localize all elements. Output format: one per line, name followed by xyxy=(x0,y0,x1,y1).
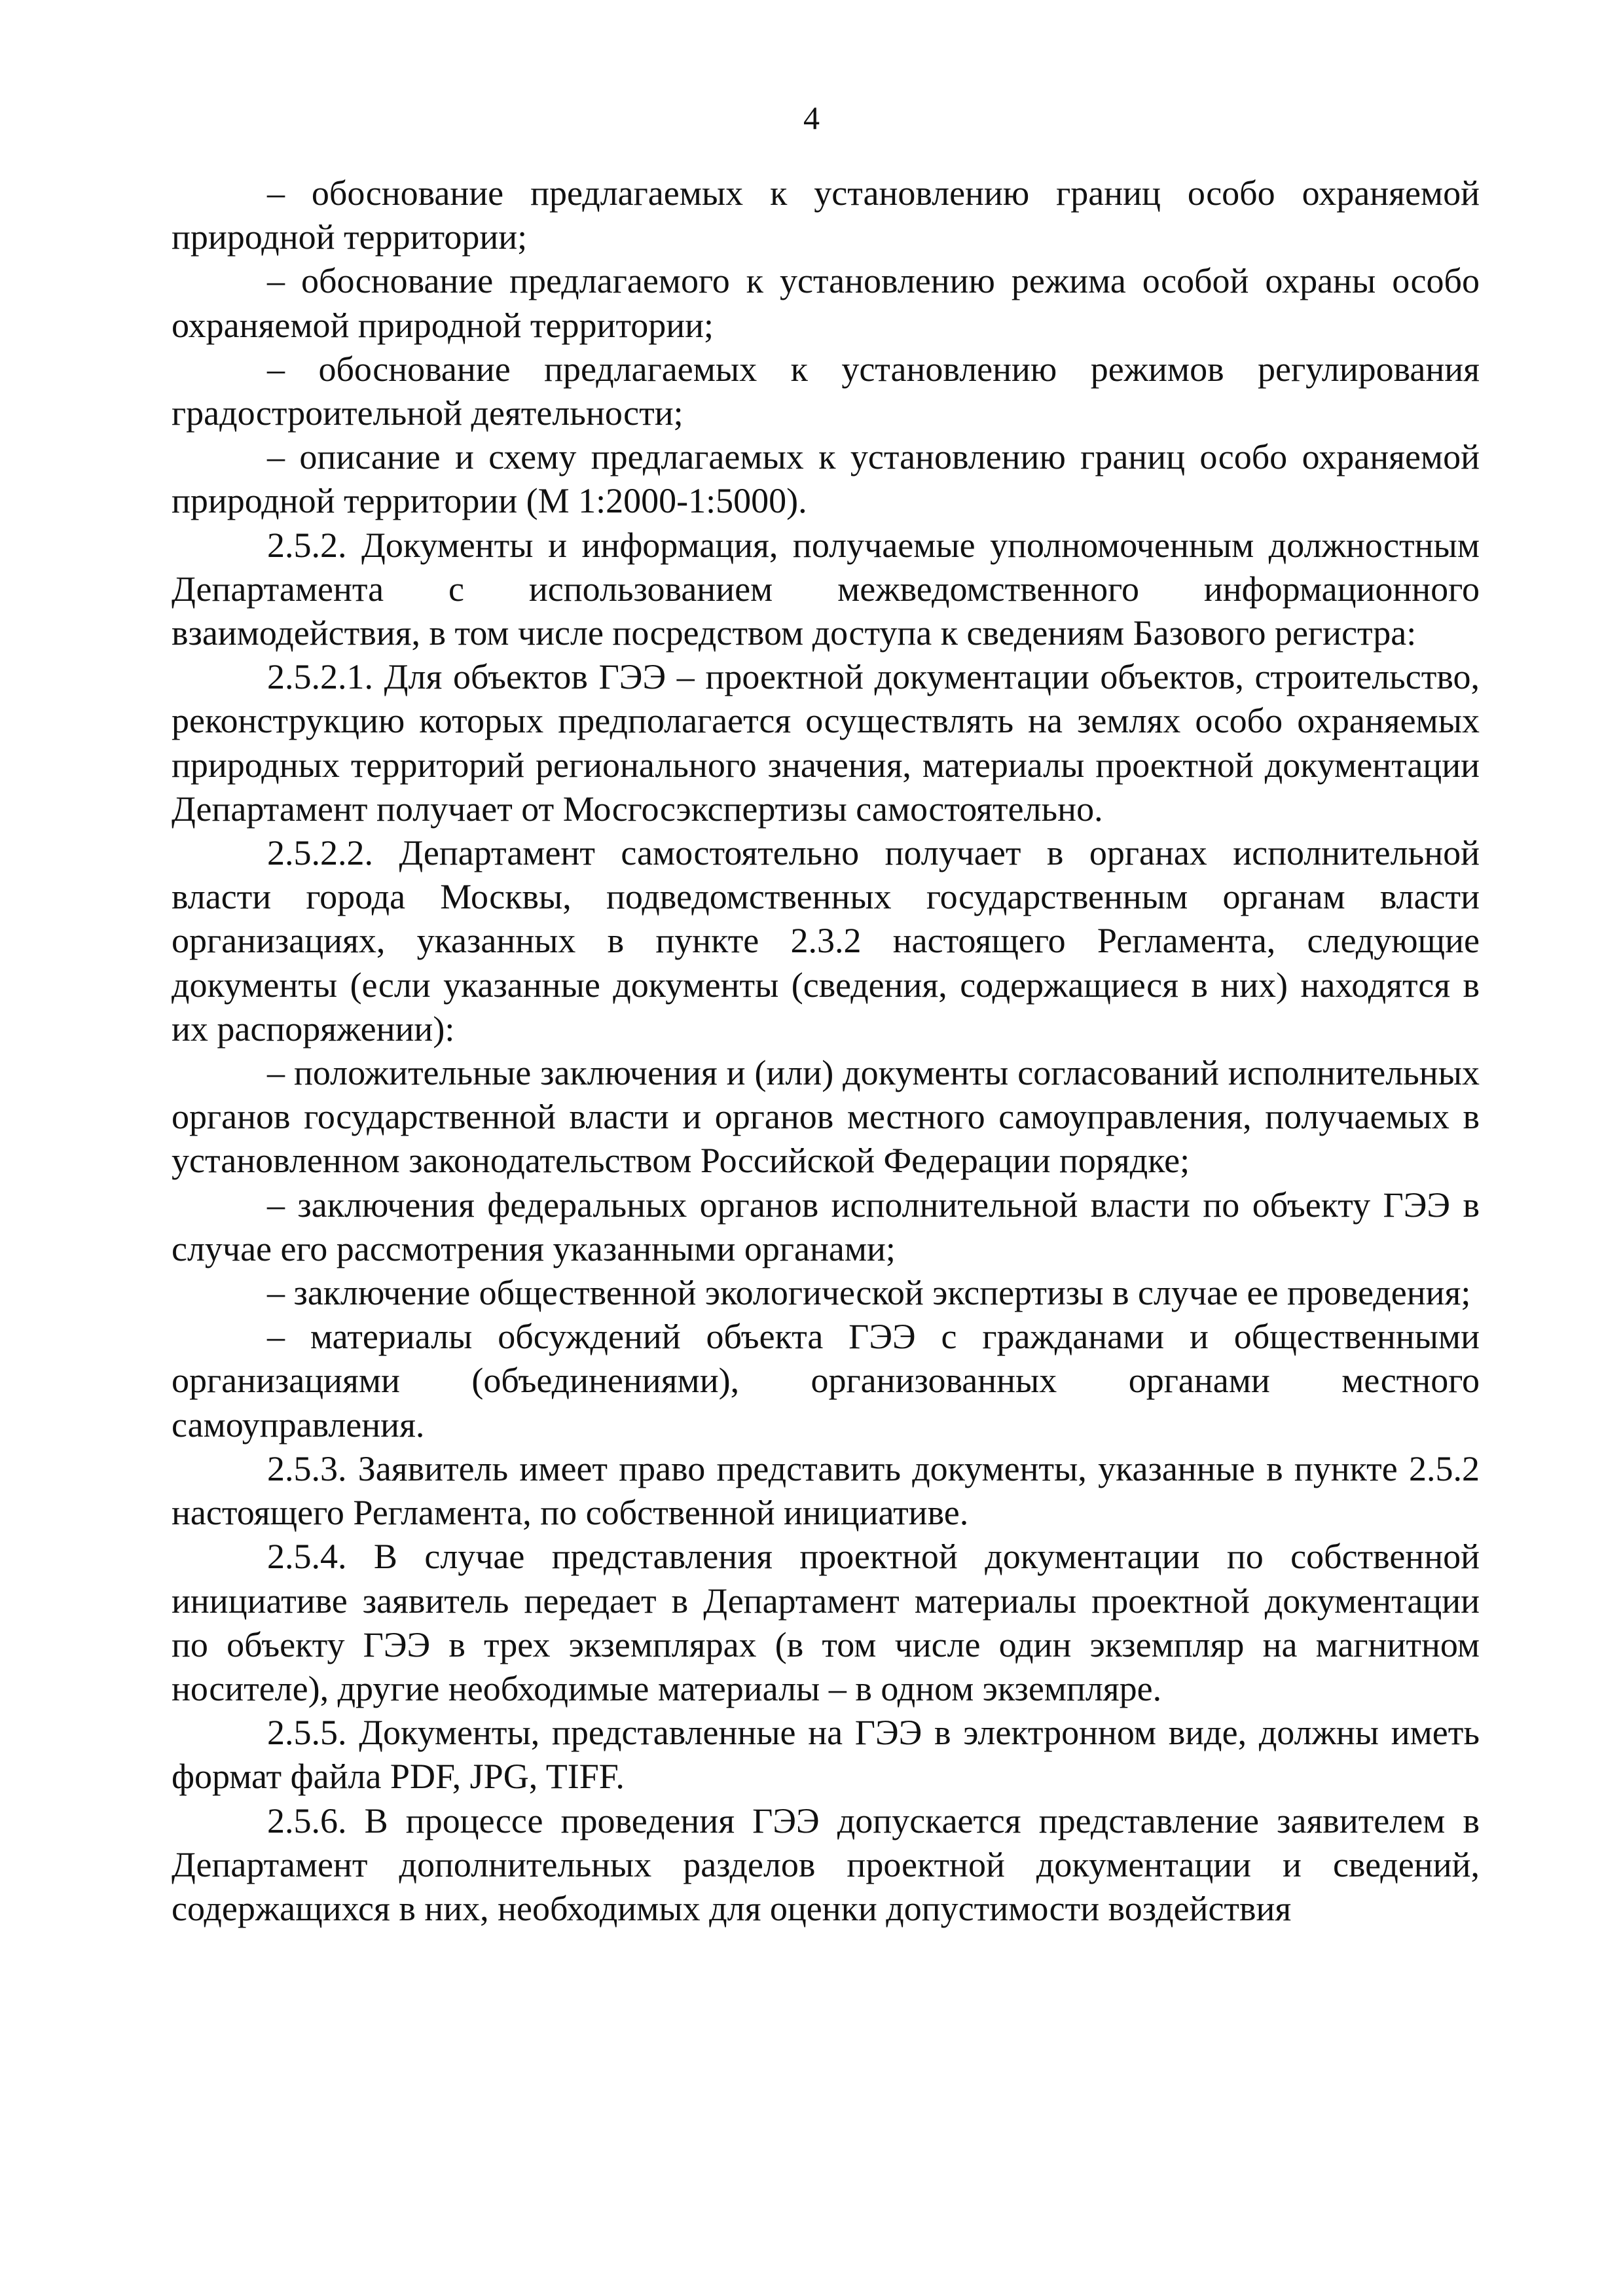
paragraph-bullet-federal-conclusions: – заключения федеральных органов исполнительной власти по объекту ГЭЭ в случае его рассмотрения указанными органами; xyxy=(172,1185,1480,1268)
paragraph-bullet-protection-regime: – обоснование предлагаемого к установлению режима особой охраны особо охраняемой природной территории; xyxy=(172,261,1480,345)
paragraph-2-5-3: 2.5.3. Заявитель имеет право представить документы, указанные в пункте 2.5.2 настоящего Регламента, по собственной инициативе. xyxy=(172,1448,1480,1533)
paragraph-2-5-6: 2.5.6. В процессе проведения ГЭЭ допускается представление заявителем в Департамент дополнительных разделов проектной документации и сведений, содержащихся в них, необходимых для оценки допустимости воздействия xyxy=(172,1801,1480,1928)
paragraph-bullet-public-discussions: – материалы обсуждений объекта ГЭЭ с гражданами и общественными организациями (объединениями), организованных органами местного самоуправления. xyxy=(172,1317,1480,1444)
paragraph-bullet-positive-conclusions: – положительные заключения и (или) документы согласований исполнительных органов государственной власти и органов местного самоуправления, получаемых в установленном законодательством Российской Федерации порядке; xyxy=(172,1053,1480,1181)
paragraph-2-5-5: 2.5.5. Документы, представленные на ГЭЭ в электронном виде, должны иметь формат файла PDF, JPG, TIFF. xyxy=(172,1713,1480,1797)
document-body xyxy=(172,171,1480,1931)
paragraph-2-5-2-1: 2.5.2.1. Для объектов ГЭЭ – проектной документации объектов, строительство, реконструкцию которых предполагается осуществлять на землях особо охраняемых природных территорий регионального значения, материалы проектной документации Департамент получает от Мосгосэкспертизы самостоятельно. xyxy=(172,657,1480,829)
paragraph-bullet-boundaries: – обоснование предлагаемых к установлению границ особо охраняемой природной территории; xyxy=(172,173,1480,257)
paragraph-2-5-2: 2.5.2. Документы и информация, получаемые уполномоченным должностным Департамента с использованием межведомственного информационного взаимодействия, в том числе посредством доступа к сведениям Базового регистра: xyxy=(172,525,1480,653)
paragraph-bullet-public-expertise: – заключение общественной экологической экспертизы в случае ее проведения; xyxy=(267,1273,1471,1313)
paragraph-2-5-4: 2.5.4. В случае представления проектной документации по собственной инициативе заявитель передает в Департамент материалы проектной документации по объекту ГЭЭ в трех экземплярах (в том числе один экземпляр на магнитном носителе), другие необходимые материалы – в одном экземпляре. xyxy=(172,1537,1480,1708)
paragraph-2-5-2-2: 2.5.2.2. Департамент самостоятельно получает в органах исполнительной власти города Москвы, подведомственных государственным органам власти организациях, указанных в пункте 2.3.2 настоящего Регламента, следующие документы (если указанные документы (сведения, содержащиеся в них) находятся в их распоряжении): xyxy=(172,833,1480,1049)
page-number: 4 xyxy=(803,99,820,136)
paragraph-bullet-urban-planning: – обоснование предлагаемых к установлению режимов регулирования градостроительной деятельности; xyxy=(172,349,1480,433)
paragraph-bullet-boundary-scheme: – описание и схему предлагаемых к установлению границ особо охраняемой природной территории (М 1:2000-1:5000). xyxy=(172,437,1480,521)
